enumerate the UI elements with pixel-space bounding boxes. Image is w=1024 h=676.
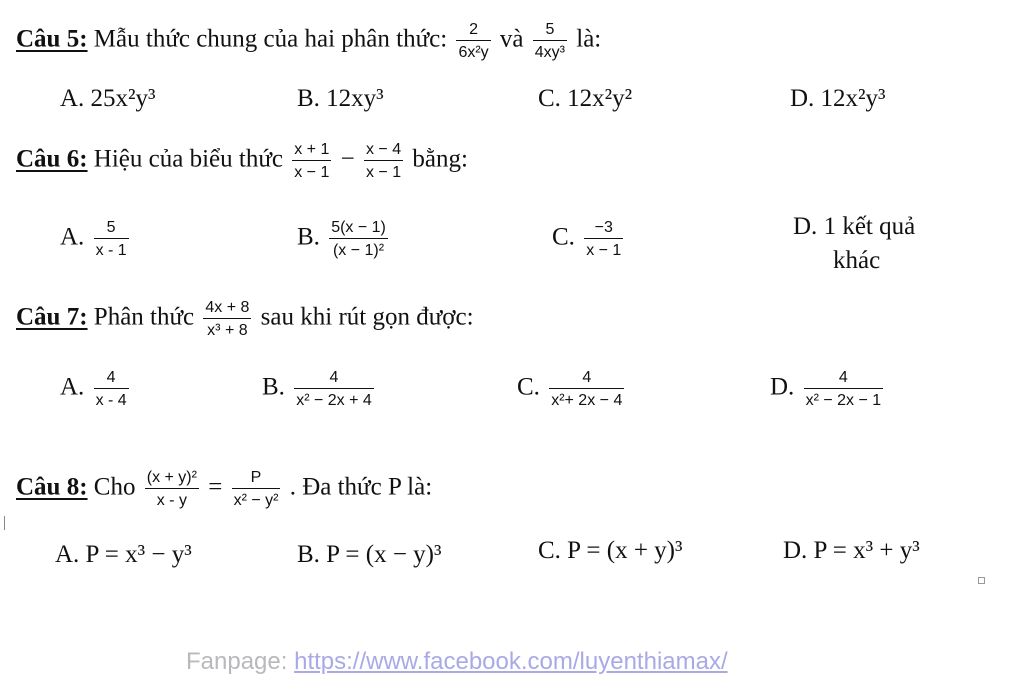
option-letter: A.	[60, 223, 85, 251]
question-text: là:	[576, 25, 602, 53]
question-label: Câu 7:	[16, 303, 88, 331]
minus-sign: −	[340, 145, 355, 173]
denominator: x − 1	[294, 164, 330, 181]
footer-label: Fanpage:	[186, 648, 288, 675]
fraction	[453, 20, 493, 62]
option-b: B. P = (x − y)³	[297, 541, 442, 568]
fraction	[291, 368, 377, 410]
fraction	[581, 218, 626, 260]
option-c: C. P = (x + y)³	[538, 537, 683, 564]
option-d-continued: khác	[833, 247, 881, 274]
fraction	[289, 140, 334, 182]
denominator: x - 4	[95, 392, 127, 409]
question-text: Hiệu của biểu thức	[93, 145, 283, 173]
question-text: . Đa thức P là:	[289, 473, 433, 501]
option-b: B. 12xy³	[297, 85, 384, 112]
numerator: 4	[329, 369, 339, 386]
denominator: 6x²y	[458, 44, 489, 61]
denominator: x − 1	[365, 164, 402, 181]
fraction	[801, 368, 887, 410]
option-letter: A.	[60, 373, 85, 401]
option-d: D. P = x³ + y³	[783, 537, 920, 564]
denominator: x² − 2x + 4	[296, 392, 372, 409]
option-letter: D.	[793, 213, 818, 240]
fraction	[326, 218, 391, 260]
option-d	[793, 212, 915, 242]
option-a: A. P = x³ − y³	[55, 541, 192, 568]
denominator: x² − y²	[233, 492, 279, 509]
option-letter: B.	[262, 373, 285, 401]
denominator: x³ + 8	[207, 322, 248, 339]
question-text: sau khi rút gọn được:	[260, 303, 474, 331]
option-b	[297, 218, 391, 260]
fraction	[142, 468, 202, 510]
fraction	[229, 468, 284, 510]
denominator: x - y	[156, 492, 187, 509]
denominator: x − 1	[586, 242, 622, 259]
denominator: (x − 1)²	[332, 242, 385, 259]
question-5	[16, 20, 601, 62]
numerator: 5(x − 1)	[331, 219, 386, 236]
fraction	[91, 218, 132, 260]
numerator: 2	[469, 21, 478, 38]
denominator: x² − 2x − 1	[805, 392, 882, 409]
question-7	[16, 298, 474, 340]
option-b	[262, 368, 377, 410]
fraction	[546, 368, 627, 410]
fraction	[530, 20, 570, 62]
question-label: Câu 6:	[16, 145, 88, 173]
fraction	[200, 298, 254, 340]
numerator: x + 1	[294, 141, 330, 158]
option-d	[770, 368, 886, 410]
question-label: Câu 8:	[16, 473, 88, 501]
fraction	[361, 140, 406, 182]
numerator: 5	[545, 21, 555, 38]
box-icon	[978, 577, 985, 584]
numerator: x − 4	[365, 141, 402, 158]
denominator: x - 1	[95, 242, 127, 259]
question-6	[16, 140, 468, 182]
numerator: P	[250, 469, 262, 486]
numerator: 4	[838, 369, 848, 386]
option-a	[60, 218, 132, 260]
numerator: 4	[106, 369, 116, 386]
fraction	[91, 368, 132, 410]
option-c	[552, 218, 626, 260]
option-letter: C.	[517, 373, 540, 401]
option-letter: D.	[770, 373, 795, 401]
equals-sign: =	[208, 473, 223, 501]
question-text: Mẫu thức chung của hai phân thức:	[93, 25, 448, 53]
option-c: C. 12x²y²	[538, 85, 633, 112]
option-a: A. 25x²y³	[60, 85, 156, 112]
question-label: Câu 5:	[16, 25, 88, 53]
numerator: −3	[594, 219, 613, 236]
footer-link[interactable]: https://www.facebook.com/luyenthiamax/	[294, 648, 728, 675]
option-text: 1 kết quả	[823, 213, 916, 240]
numerator: 4	[582, 369, 592, 386]
denominator: x²+ 2x − 4	[551, 392, 623, 409]
question-8	[16, 468, 432, 510]
denominator: 4xy³	[534, 44, 566, 61]
option-a	[60, 368, 132, 410]
question-text: Cho	[93, 473, 136, 501]
option-letter: B.	[297, 223, 320, 251]
question-text: và	[499, 25, 524, 53]
question-text: Phân thức	[93, 303, 195, 331]
footer	[186, 648, 728, 676]
question-text: bằng:	[412, 145, 468, 173]
option-d: D. 12x²y³	[790, 85, 886, 112]
numerator: 4x + 8	[205, 299, 250, 316]
numerator: (x + y)²	[146, 469, 197, 486]
numerator: 5	[106, 219, 116, 236]
margin-tick	[4, 516, 5, 530]
option-c	[517, 368, 627, 410]
option-letter: C.	[552, 223, 575, 251]
